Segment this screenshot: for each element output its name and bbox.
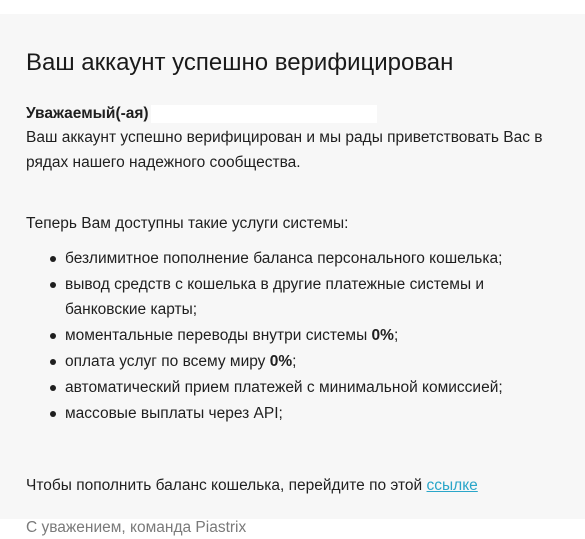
topup-paragraph: [26, 475, 567, 497]
service-item: вывод средств с кошелька в другие платежные системы и банковские карты;: [50, 272, 567, 322]
email-title: Ваш аккаунт успешно верифицирован: [26, 49, 454, 76]
greeting: [26, 103, 567, 125]
service-item: безлимитное пополнение баланса персонального кошелька;: [50, 246, 567, 271]
recipient-name-redacted: [151, 105, 377, 123]
signature: С уважением, команда Piastrix: [26, 519, 247, 536]
intro-paragraph: Ваш аккаунт успешно верифицирован и мы рады приветствовать Вас в рядах нашего надежного сообщества.: [26, 129, 543, 171]
topup-text: Чтобы пополнить баланс кошелька, перейдите по этой: [26, 477, 427, 494]
fee-value: 0%: [371, 327, 394, 344]
topup-link[interactable]: ссылке: [426, 477, 478, 494]
greeting-label: Уважаемый(-ая): [26, 105, 149, 122]
services-list: [26, 246, 567, 426]
service-item: оплата услуг по всему миру 0%;: [50, 349, 567, 374]
service-item: массовые выплаты через API;: [50, 401, 567, 426]
service-item: автоматический прием платежей с минимальной комиссией;: [50, 375, 567, 400]
service-item: моментальные переводы внутри системы 0%;: [50, 323, 567, 348]
fee-value: 0%: [269, 353, 293, 370]
services-intro: Теперь Вам доступны такие услуги системы:: [26, 215, 349, 232]
email-body: [0, 14, 585, 536]
